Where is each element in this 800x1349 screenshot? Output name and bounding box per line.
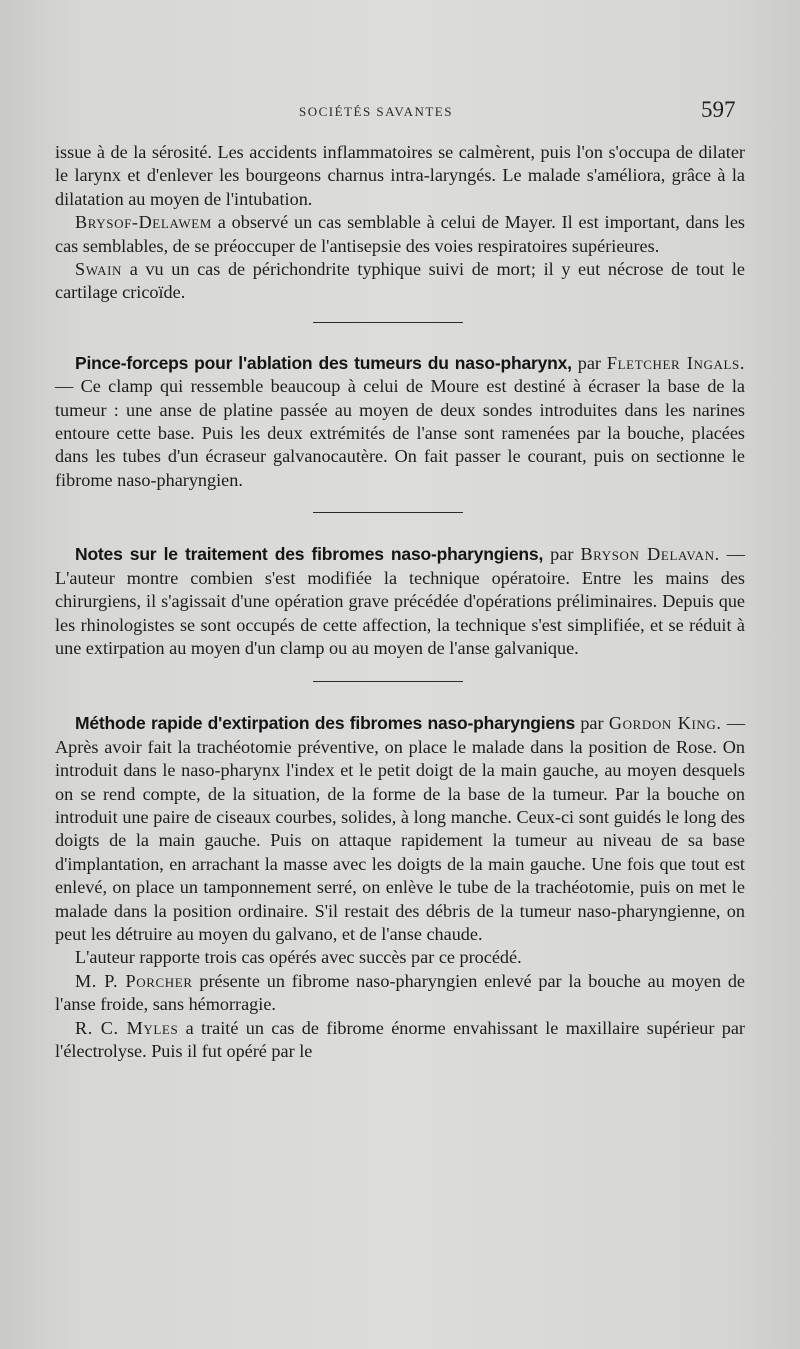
author-name: Fletcher Ingals. (606, 352, 745, 373)
author-name: Gordon King. (608, 713, 722, 734)
section-par: par (575, 713, 609, 734)
paragraph-auteur-rapporte: L'auteur rapporte trois cas opérés avec succès par ce procédé. (75, 947, 522, 968)
page-header (0, 97, 800, 130)
section-methode-rapide (55, 712, 745, 946)
page-number: 597 (701, 97, 736, 122)
paragraph-text: présente un fibrome naso-pharyngien enlevé par la bouche au moyen de l'anse froide, sans hémorragie. (55, 970, 745, 1015)
author-name: Swain (75, 259, 123, 280)
section-title: Notes sur le traitement des fibromes naso-pharyngiens, (75, 544, 544, 565)
page-body (55, 141, 745, 1063)
running-head: SOCIÉTÉS SAVANTES (299, 104, 453, 119)
paragraph-intubation: issue à de la sérosité. Les accidents inflammatoires se calmèrent, puis l'on s'occupa de dilater le larynx et d'enlever les bourgeons charnus intra-laryngés. Le malade s'améliora, grâce à la dilatation au moyen de l'intubation. (55, 142, 745, 209)
section-divider (313, 512, 463, 513)
section-title: Pince-forceps pour l'ablation des tumeurs du naso-pharynx, (75, 352, 572, 373)
author-name: Brysof-Delawem (75, 212, 212, 233)
section-title: Méthode rapide d'extirpation des fibromes naso-pharyngiens (75, 713, 576, 734)
author-name: M. P. Porcher (75, 970, 193, 991)
paragraph-brysof (55, 211, 745, 258)
section-divider (313, 322, 463, 323)
paragraph-swain (55, 258, 745, 305)
paragraph-myles (55, 1017, 745, 1064)
section-pince-forceps (55, 352, 745, 492)
section-par: par (543, 544, 581, 565)
paragraph-porcher (55, 970, 745, 1017)
paragraph-text: a observé un cas semblable à celui de Mayer. Il est important, dans les cas semblables, de se préoccuper de l'antisepsie des voies respiratoires supérieures. (55, 212, 745, 256)
section-text: — Ce clamp qui ressemble beaucoup à celui de Moure est destiné à écraser la base de la tumeur : une anse de platine passée au moyen de deux sondes introduites dans les narines entoure cette base. Puis les deux extrémités de l'anse sont ramenées par la bouche, placées dans les tubes d'un écraseur galvanocautère. On fait passer le courant, puis on sectionne le fibrome naso-pharyngien. (55, 376, 745, 490)
paragraph-text: a vu un cas de périchondrite typhique suivi de mort; il y eut nécrose de tout le cartilage cricoïde. (55, 259, 745, 303)
author-name: Bryson Delavan. (580, 544, 720, 565)
section-notes-traitement (55, 543, 745, 660)
section-par: par (571, 352, 607, 373)
section-text: — L'auteur montre combien s'est modifiée la technique opératoire. Entre les mains des chirurgiens, il s'agissait d'une opération grave précédée d'opérations préliminaires. Depuis que les rhinologistes se sont occupés de cette affection, la technique s'est simplifiée, et se réduit à une extirpation au moyen d'un clamp ou au moyen de l'anse galvanique. (55, 544, 745, 658)
section-divider (313, 681, 463, 682)
section-text: — Après avoir fait la trachéotomie préventive, on place le malade dans la position de Rose. On introduit dans le naso-pharynx l'index et le petit doigt de la main gauche, au moyen desquels on se rend compte, de la situation, de la forme de la base de la tumeur. Par la bouche on introduit une paire de ciseaux courbes, solides, à long manche. Ceux-ci sont guidés le long des doigts de la main gauche. Puis on attaque rapidement la tumeur au niveau de sa base d'implantation, en arrachant la masse avec les doigts de la main gauche. Une fois que tout est enlevé, on place un tamponnement serré, on enlève le tube de la trachéotomie, puis on met le malade dans la position ordinaire. S'il restait des débris de la tumeur naso-pharyngienne, on peut les détruire au moyen du galvano, et de l'anse chaude. (55, 713, 746, 944)
paragraph-text: a traité un cas de fibrome énorme envahissant le maxillaire supérieur par l'électrolyse. Puis il fut opéré par le (55, 1017, 745, 1061)
author-name: R. C. Myles (75, 1017, 179, 1038)
